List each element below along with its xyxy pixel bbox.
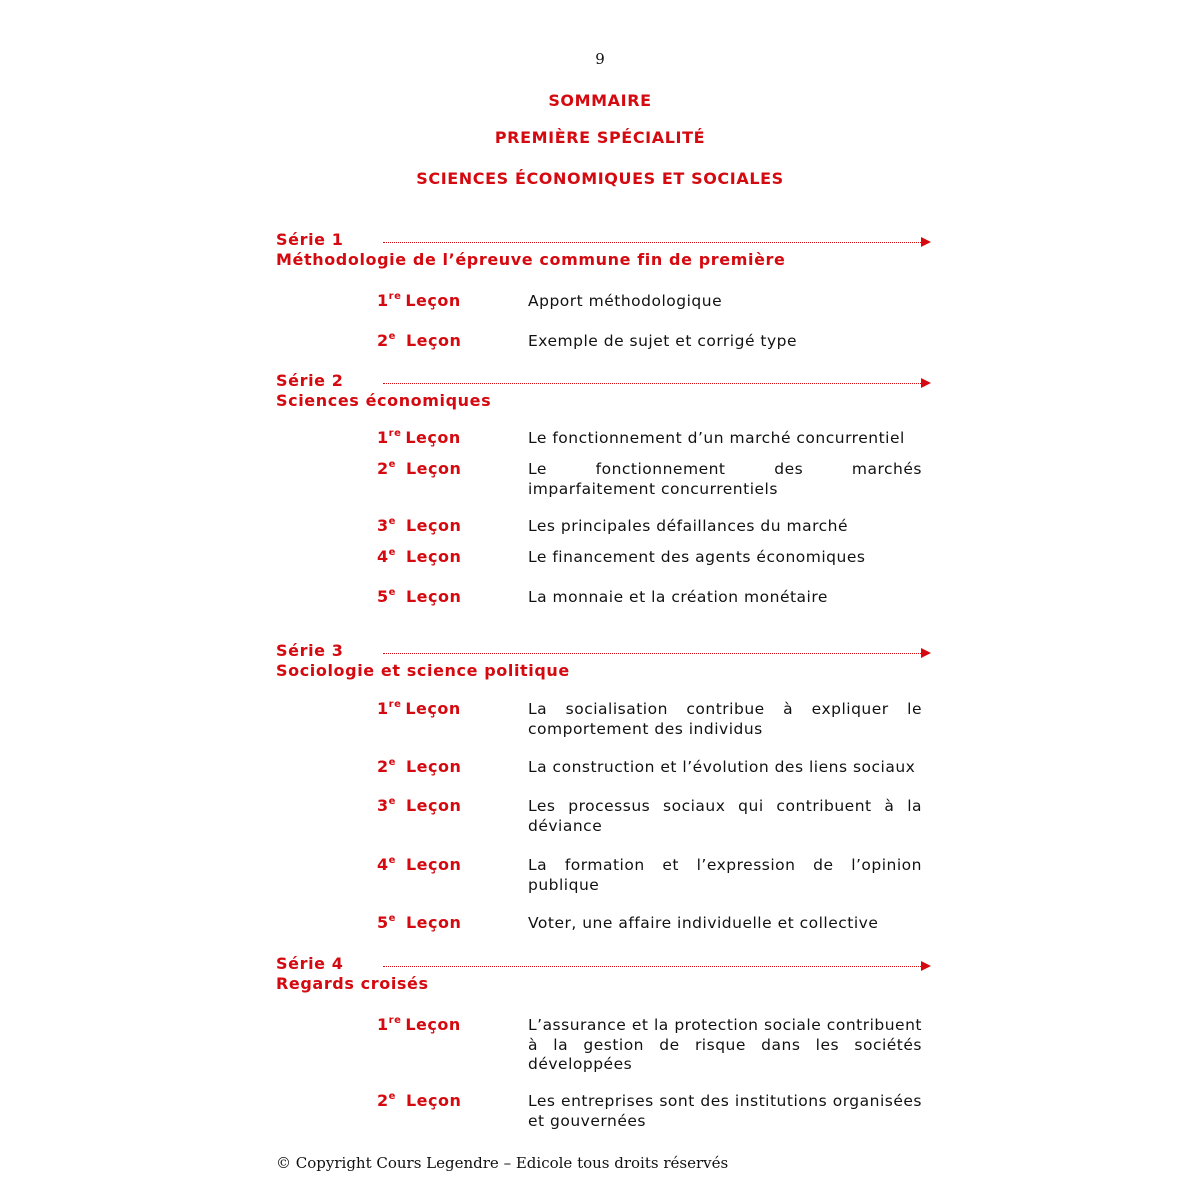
- lecon-ordinal: 2: [377, 757, 389, 776]
- lecon-word: Leçon: [405, 1091, 462, 1110]
- lecon-ordinal-suffix: re: [388, 699, 402, 710]
- lecon-number: [377, 796, 461, 815]
- lecon-word: Leçon: [405, 855, 462, 874]
- lecon-title: La socialisation contribue à expliquer le comportement des individus: [528, 700, 922, 738]
- lecon-word: Leçon: [405, 428, 461, 447]
- lecon-number: [377, 331, 461, 350]
- lecon-title: La monnaie et la création monétaire: [528, 588, 828, 606]
- lecon-title: Le fonctionnement d’un marché concurrentiel: [528, 429, 905, 447]
- lecon-ordinal: 1: [377, 699, 389, 718]
- lecon-ordinal-suffix: re: [388, 428, 402, 439]
- serie-label: Série 1: [276, 230, 344, 249]
- dotted-arrow: [383, 383, 921, 384]
- serie-title: Sociologie et science politique: [276, 661, 570, 680]
- lecon-number: [377, 913, 461, 932]
- lecon-ordinal: 3: [377, 516, 389, 535]
- lecon-number: [377, 547, 461, 566]
- lecon-number: [377, 1091, 461, 1110]
- lecon-ordinal-suffix: e: [388, 757, 396, 768]
- lecon-ordinal-suffix: e: [388, 796, 396, 807]
- lecon-ordinal-suffix: e: [388, 547, 396, 558]
- page-number: 9: [595, 50, 605, 68]
- serie-title: Regards croisés: [276, 974, 429, 993]
- lecon-ordinal: 1: [377, 1015, 389, 1034]
- lecon-ordinal: 3: [377, 796, 389, 815]
- lecon-ordinal-suffix: e: [388, 459, 396, 470]
- lecon-ordinal-suffix: re: [388, 1015, 402, 1026]
- lecon-word: Leçon: [405, 547, 462, 566]
- lecon-ordinal: 4: [377, 547, 389, 566]
- lecon-ordinal: 4: [377, 855, 389, 874]
- lecon-ordinal-suffix: e: [388, 331, 396, 342]
- lecon-word: Leçon: [405, 516, 462, 535]
- lecon-word: Leçon: [405, 459, 462, 478]
- lecon-title: Exemple de sujet et corrigé type: [528, 332, 798, 350]
- serie-title: Méthodologie de l’épreuve commune fin de première: [276, 250, 786, 269]
- lecon-number: [377, 1015, 461, 1034]
- lecon-ordinal: 5: [377, 587, 389, 606]
- lecon-number: [377, 855, 461, 874]
- lecon-number: [377, 587, 461, 606]
- lecon-ordinal-suffix: e: [388, 855, 396, 866]
- lecon-ordinal: 2: [377, 459, 389, 478]
- lecon-ordinal-suffix: re: [388, 291, 402, 302]
- lecon-title: La construction et l’évolution des liens sociaux: [528, 758, 916, 776]
- lecon-word: Leçon: [405, 331, 462, 350]
- lecon-ordinal-suffix: e: [388, 587, 396, 598]
- lecon-word: Leçon: [405, 587, 462, 606]
- lecon-ordinal: 2: [377, 331, 389, 350]
- serie-label: Série 2: [276, 371, 344, 390]
- lecon-ordinal: 5: [377, 913, 389, 932]
- sommaire-heading: SOMMAIRE: [548, 91, 652, 110]
- lecon-ordinal: 1: [377, 291, 389, 310]
- dotted-arrow: [383, 242, 921, 243]
- lecon-word: Leçon: [405, 796, 462, 815]
- serie-label: Série 3: [276, 641, 344, 660]
- lecon-ordinal: 2: [377, 1091, 389, 1110]
- lecon-title: Les principales défaillances du marché: [528, 517, 848, 535]
- lecon-word: Leçon: [405, 913, 462, 932]
- lecon-number: [377, 428, 461, 447]
- lecon-number: [377, 699, 461, 718]
- lecon-title: L’assurance et la protection sociale contribuent à la gestion de risque dans les sociétés développées: [528, 1016, 922, 1073]
- lecon-word: Leçon: [405, 699, 461, 718]
- serie-title: Sciences économiques: [276, 391, 492, 410]
- matiere-heading: SCIENCES ÉCONOMIQUES ET SOCIALES: [416, 169, 784, 188]
- lecon-number: [377, 291, 461, 310]
- lecon-word: Leçon: [405, 291, 461, 310]
- lecon-word: Leçon: [405, 1015, 461, 1034]
- lecon-number: [377, 459, 461, 478]
- lecon-ordinal: 1: [377, 428, 389, 447]
- lecon-title: Les processus sociaux qui contribuent à la déviance: [528, 797, 922, 835]
- specialite-heading: PREMIÈRE SPÉCIALITÉ: [494, 128, 706, 147]
- lecon-word: Leçon: [405, 757, 462, 776]
- lecon-title: Le fonctionnement des marchés imparfaitement concurrentiels: [528, 460, 922, 498]
- lecon-title: Les entreprises sont des institutions organisées et gouvernées: [528, 1092, 922, 1130]
- lecon-ordinal-suffix: e: [388, 1091, 396, 1102]
- copyright-notice: © Copyright Cours Legendre – Edicole tous droits réservés: [276, 1154, 729, 1172]
- dotted-arrow: [383, 653, 921, 654]
- lecon-number: [377, 516, 461, 535]
- lecon-number: [377, 757, 461, 776]
- lecon-title: Apport méthodologique: [528, 292, 723, 310]
- lecon-title: Le financement des agents économiques: [528, 548, 866, 566]
- serie-label: Série 4: [276, 954, 344, 973]
- lecon-ordinal-suffix: e: [388, 516, 396, 527]
- dotted-arrow: [383, 966, 921, 967]
- lecon-title: La formation et l’expression de l’opinion publique: [528, 856, 922, 894]
- lecon-title: Voter, une affaire individuelle et collective: [528, 914, 879, 932]
- lecon-ordinal-suffix: e: [388, 913, 396, 924]
